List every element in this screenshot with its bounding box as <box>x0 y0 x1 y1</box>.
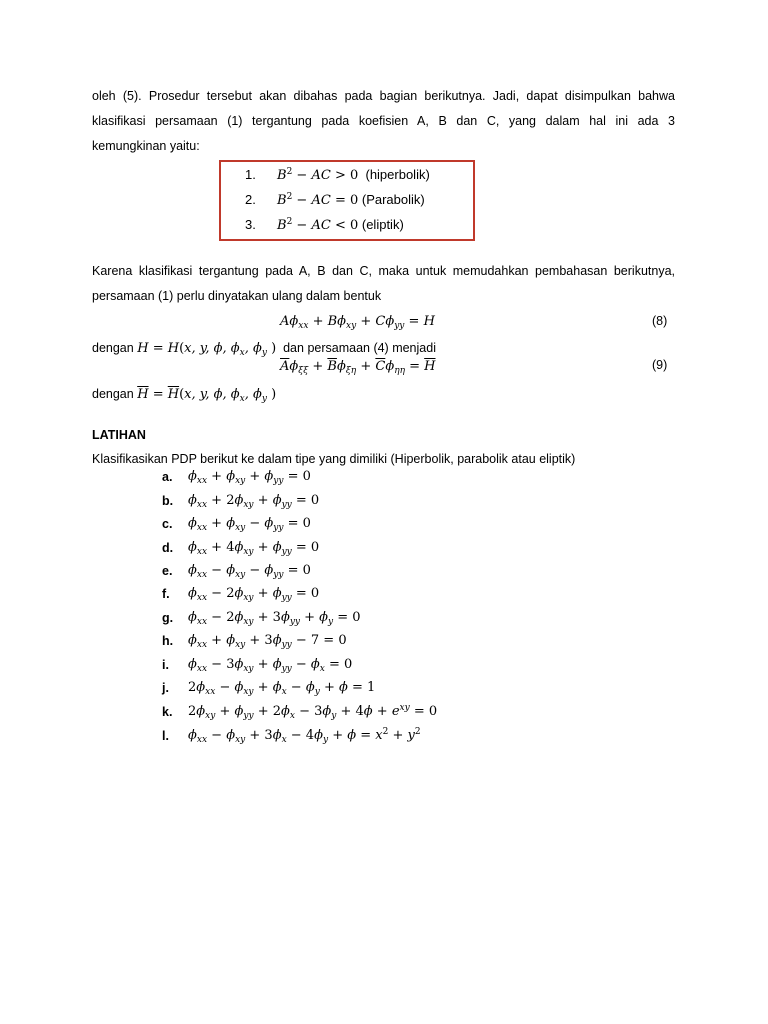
case-label: (Parabolik) <box>361 192 425 207</box>
exercise-equation-j: $2\phi_{xx} - \phi_{xy} + \phi_x - \phi_y + \phi = 1$ <box>188 680 376 697</box>
exercise-equation-c: $\phi_{xx} + \phi_{xy} - \phi_{yy} = 0$ <box>188 516 311 533</box>
exercise-label-e: e. <box>162 564 173 578</box>
intro-line-2: klasifikasi persamaan (1) tergantung pada koefisien A, B dan C, yang dalam hal ini ada 3 <box>92 114 675 128</box>
exercise-label-c: c. <box>162 517 173 531</box>
middle-line-1: Karena klasifikasi tergantung pada A, B dan C, maka untuk memudahkan pembahasan berikutnya, <box>92 264 675 278</box>
equation-8-number: (8) <box>652 314 668 328</box>
exercise-instruction: Klasifikasikan PDP berikut ke dalam tipe yang dimiliki (Hiperbolik, parabolik atau eliptik) <box>92 452 576 466</box>
case-number: 3. <box>245 217 256 232</box>
exercise-equation-b: $\phi_{xx} + 2\phi_{xy} + \phi_{yy} = 0$ <box>188 493 320 510</box>
case-number: 2. <box>245 192 256 207</box>
exercise-equation-e: $\phi_{xx} - \phi_{xy} - \phi_{yy} = 0$ <box>188 563 311 580</box>
exercise-equation-k: $2\phi_{xy} + \phi_{yy} + 2\phi_x - 3\phi_y + 4\phi + e^{xy} = 0$ <box>188 703 438 721</box>
classification-box <box>219 160 475 241</box>
case-elliptic: 3. $B^2$ − AC < 0 (eliptik) <box>245 217 404 233</box>
intro-line-1: oleh (5). Prosedur tersebut akan dibahas pada bagian berikutnya. Jadi, dapat disimpulkan bahwa <box>92 89 675 103</box>
exercise-label-b: b. <box>162 494 174 508</box>
exercise-label-f: f. <box>162 587 170 601</box>
case-label: (eliptik) <box>361 217 404 232</box>
exercise-heading: LATIHAN <box>92 428 146 442</box>
exercise-equation-h: $\phi_{xx} + \phi_{xy} + 3\phi_{yy} - 7 = 0$ <box>188 633 347 650</box>
exercise-equation-d: $\phi_{xx} + 4\phi_{xy} + \phi_{yy} = 0$ <box>188 540 320 557</box>
equation-9: $\overline{A}\phi_{\xi\xi} + \overline{B}\phi_{\xi\eta} + \overline{C}\phi_{\eta\eta} = \overline{H}$ <box>280 359 436 376</box>
equation-9-number: (9) <box>652 358 668 372</box>
definition-h-bar: dengan $\overline{H} = \overline{H}(x$, y, ϕ, $\phi_x$, $\phi_y$ ) <box>92 387 277 404</box>
equation-8: $A\phi_{xx} + B\phi_{xy} + C\phi_{yy} = H$ <box>280 314 435 331</box>
exercise-label-j: j. <box>162 681 169 695</box>
exercise-label-i: i. <box>162 658 169 672</box>
intro-line-3: kemungkinan yaitu: <box>92 139 200 153</box>
exercise-label-g: g. <box>162 611 174 625</box>
case-parabolic: 2. $B^2$ − AC = 0 (Parabolik) <box>245 192 425 208</box>
case-number: 1. <box>245 167 256 182</box>
exercise-equation-g: $\phi_{xx} - 2\phi_{xy} + 3\phi_{yy} + \phi_y = 0$ <box>188 610 361 627</box>
case-hyperbolic: 1. $B^2$ − AC > 0 (hiperbolik) <box>245 167 430 183</box>
exercise-label-k: k. <box>162 705 173 719</box>
exercise-equation-i: $\phi_{xx} - 3\phi_{xy} + \phi_{yy} - \phi_x = 0$ <box>188 657 353 674</box>
exercise-label-a: a. <box>162 470 173 484</box>
exercise-equation-a: $\phi_{xx} + \phi_{xy} + \phi_{yy} = 0$ <box>188 469 311 486</box>
exercise-label-h: h. <box>162 634 174 648</box>
case-label: (hiperbolik) <box>365 167 430 182</box>
exercise-label-l: l. <box>162 729 169 743</box>
exercise-label-d: d. <box>162 541 174 555</box>
exercise-equation-f: $\phi_{xx} - 2\phi_{xy} + \phi_{yy} = 0$ <box>188 586 320 603</box>
exercise-equation-l: $\phi_{xx} - \phi_{xy} + 3\phi_x - 4\phi_y + \phi = x^2 + y^2$ <box>188 727 421 745</box>
middle-line-2: persamaan (1) perlu dinyatakan ulang dalam bentuk <box>92 289 382 303</box>
definition-h: dengan H = H(x, y, ϕ, $\phi_x$, $\phi_y$ ) dan persamaan (4) menjadi <box>92 341 436 358</box>
